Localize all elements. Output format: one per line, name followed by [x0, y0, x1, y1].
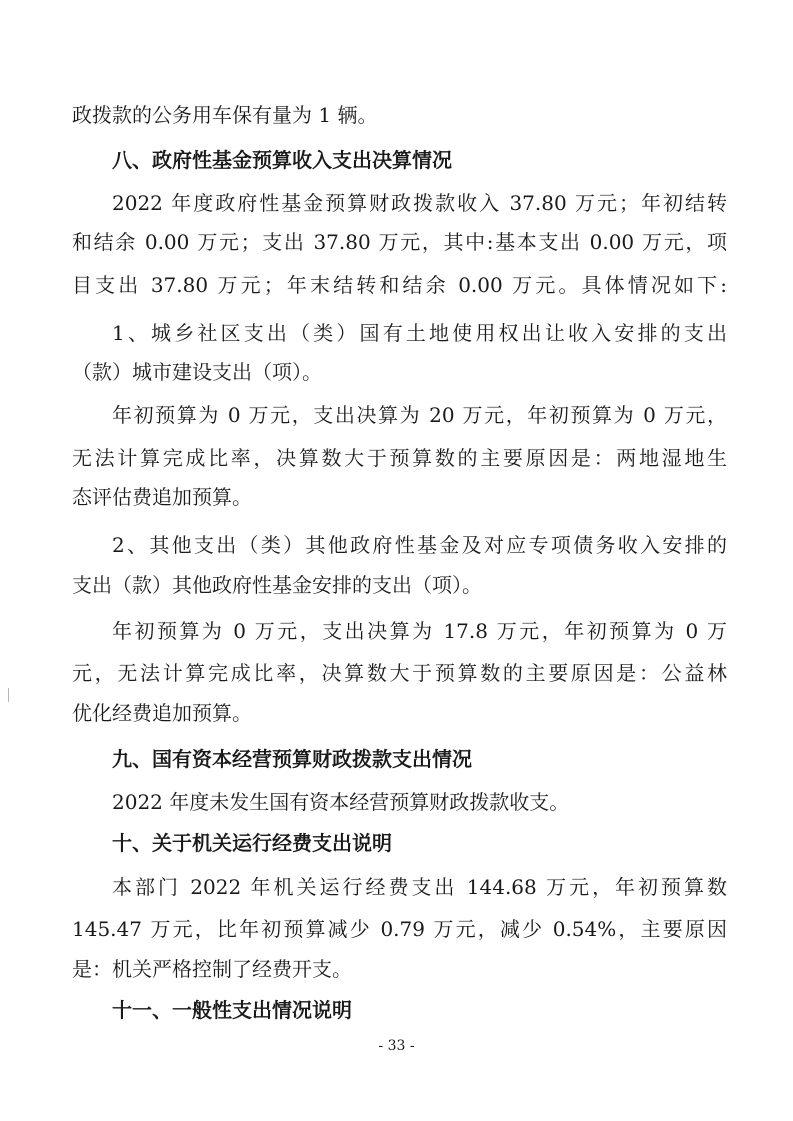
text-line: 年初预算为 0 万元，支出决算为 17.8 万元，年初预算为 0 万 [112, 619, 727, 643]
page-number: - 33 - [378, 1038, 415, 1054]
text-line: 元，无法计算完成比率，决算数大于预算数的主要原因是：公益林 [72, 661, 727, 685]
text-line: 本部门 2022 年机关运行经费支出 144.68 万元，年初预算数 [112, 875, 727, 899]
text-line: 2、其他支出（类）其他政府性基金及对应专项债务收入安排的 [112, 533, 727, 557]
section-heading-8: 八、政府性基金预算收入支出决算情况 [112, 148, 452, 172]
scan-margin-mark [8, 688, 9, 702]
text-line: 1、城乡社区支出（类）国有土地使用权出让收入安排的支出 [112, 321, 727, 345]
section-heading-10: 十、关于机关运行经费支出说明 [112, 831, 392, 855]
text-line: 态评估费追加预算。 [72, 485, 252, 509]
text-line: 年初预算为 0 万元，支出决算为 20 万元，年初预算为 0 万元， [112, 403, 727, 427]
text-line: 145.47 万元，比年初预算减少 0.79 万元，减少 0.54%，主要原因 [72, 917, 727, 941]
text-line: 无法计算完成比率，决算数大于预算数的主要原因是：两地湿地生 [72, 446, 727, 470]
text-line: 支出（款）其他政府性基金安排的支出（项）。 [72, 573, 482, 597]
text-line: 2022 年度未发生国有资本经营预算财政拨款收支。 [112, 790, 570, 814]
text-line: 和结余 0.00 万元；支出 37.80 万元，其中:基本支出 0.00 万元，项 [72, 230, 727, 254]
text-line: 2022 年度政府性基金预算财政拨款收入 37.80 万元；年初结转 [112, 191, 727, 215]
text-line: 目支出 37.80 万元；年末结转和结余 0.00 万元。具体情况如下: [72, 273, 727, 297]
section-heading-11: 十一、一般性支出情况说明 [112, 998, 352, 1022]
section-heading-9: 九、国有资本经营预算财政拨款支出情况 [112, 747, 472, 771]
text-line: 政拨款的公务用车保有量为 1 辆。 [72, 103, 378, 127]
text-line: 是：机关严格控制了经费开支。 [72, 957, 352, 981]
text-line: （款）城市建设支出（项）。 [72, 360, 322, 384]
text-line: 优化经费追加预算。 [72, 701, 252, 725]
